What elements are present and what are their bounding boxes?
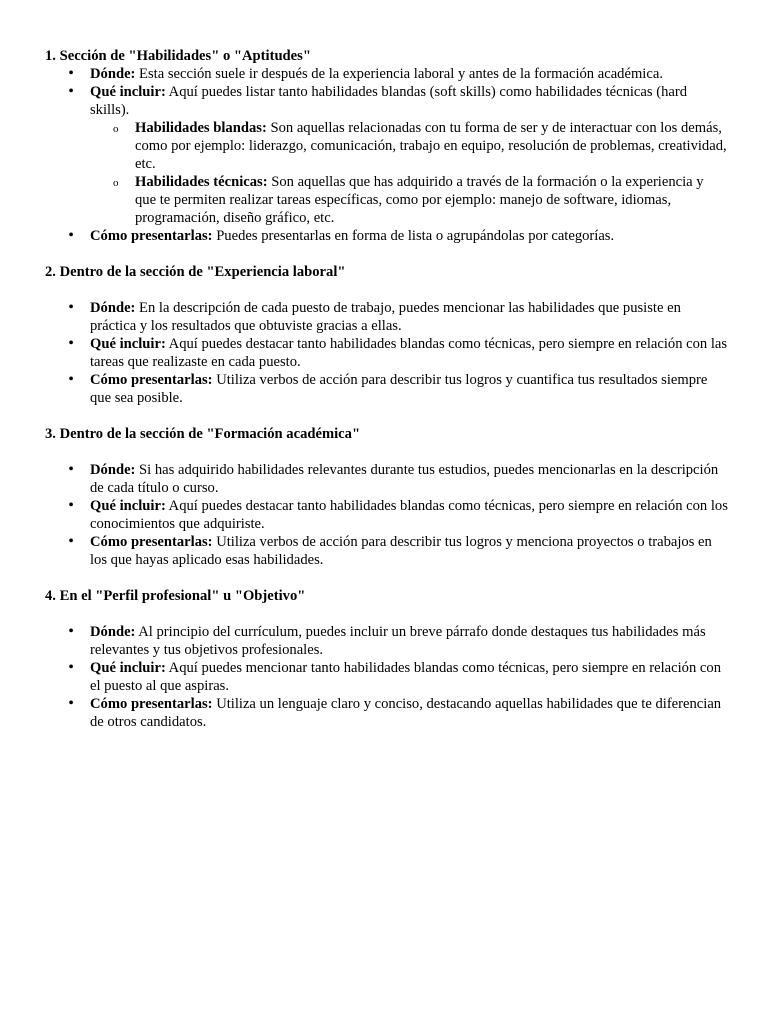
bullet-list bbox=[45, 299, 728, 407]
bullet-icon: • bbox=[68, 227, 74, 244]
item-text: Aquí puedes mencionar tanto habilidades blandas como técnicas, pero siempre en relación con el puesto al que aspiras. bbox=[90, 660, 721, 694]
list-item bbox=[68, 299, 728, 335]
bullet-icon: • bbox=[68, 65, 74, 82]
item-text: Puedes presentarlas en forma de lista o agrupándolas por categorías. bbox=[212, 228, 615, 244]
item-term: Cómo presentarlas: bbox=[90, 696, 213, 712]
bullet-icon: • bbox=[68, 335, 74, 352]
sub-list-item bbox=[113, 173, 728, 227]
bullet-icon: • bbox=[68, 695, 74, 712]
section-habilidades bbox=[45, 47, 728, 245]
list-item bbox=[68, 695, 728, 731]
item-term: Dónde: bbox=[90, 624, 136, 640]
item-text: Aquí puedes destacar tanto habilidades blandas como técnicas, pero siempre en relación con los conocimientos que adquiriste. bbox=[90, 498, 728, 532]
item-text: Son aquellas que has adquirido a través de la formación o la experiencia y que te permiten realizar tareas específicas, como por ejemplo: manejo de software, idiomas, programación, diseño gráfico, etc. bbox=[135, 174, 704, 226]
list-item bbox=[68, 227, 728, 245]
bullet-icon: • bbox=[68, 497, 74, 514]
item-text: Si has adquirido habilidades relevantes durante tus estudios, puedes mencionarlas en la descripción de cada título o curso. bbox=[90, 462, 719, 496]
section-experiencia-laboral bbox=[45, 263, 728, 407]
item-term: Qué incluir: bbox=[90, 336, 166, 352]
item-term: Cómo presentarlas: bbox=[90, 228, 213, 244]
item-text: Aquí puedes listar tanto habilidades blandas (soft skills) como habilidades técnicas (hard skills). bbox=[90, 84, 688, 118]
item-text: Aquí puedes destacar tanto habilidades blandas como técnicas, pero siempre en relación con las tareas que realizaste en cada puesto. bbox=[90, 336, 728, 370]
bullet-list bbox=[45, 461, 728, 569]
list-item bbox=[68, 65, 728, 83]
list-item bbox=[68, 371, 728, 407]
item-text: Esta sección suele ir después de la experiencia laboral y antes de la formación académica. bbox=[135, 66, 663, 82]
bullet-icon: • bbox=[68, 299, 74, 316]
list-item bbox=[68, 461, 728, 497]
item-term: Cómo presentarlas: bbox=[90, 372, 213, 388]
item-term: Cómo presentarlas: bbox=[90, 534, 213, 550]
bullet-list bbox=[45, 65, 728, 245]
item-text: Utiliza verbos de acción para describir tus logros y menciona proyectos o trabajos en los que hayas aplicado esas habilidades. bbox=[90, 534, 712, 568]
list-item bbox=[68, 83, 728, 227]
sub-list-item bbox=[113, 119, 728, 173]
item-term: Habilidades técnicas: bbox=[135, 174, 268, 190]
item-term: Qué incluir: bbox=[90, 660, 166, 676]
circle-bullet-icon: o bbox=[113, 177, 119, 189]
list-item bbox=[68, 533, 728, 569]
bullet-icon: • bbox=[68, 371, 74, 388]
circle-bullet-icon: o bbox=[113, 123, 119, 135]
bullet-icon: • bbox=[68, 623, 74, 640]
section-heading: 1. Sección de "Habilidades" o "Aptitudes" bbox=[45, 48, 311, 64]
item-term: Habilidades blandas: bbox=[135, 120, 267, 136]
bullet-icon: • bbox=[68, 659, 74, 676]
section-heading: 2. Dentro de la sección de "Experiencia laboral" bbox=[45, 264, 346, 280]
bullet-icon: • bbox=[68, 533, 74, 550]
item-text: Utiliza un lenguaje claro y conciso, destacando aquellas habilidades que te diferencian de otros candidatos. bbox=[90, 696, 722, 730]
item-term: Dónde: bbox=[90, 300, 136, 316]
item-text: Son aquellas relacionadas con tu forma de ser y de interactuar con los demás, como por ejemplo: liderazgo, comunicación, trabajo en equipo, resolución de problemas, creatividad, etc. bbox=[135, 120, 727, 172]
item-term: Dónde: bbox=[90, 66, 136, 82]
bullet-icon: • bbox=[68, 461, 74, 478]
item-term: Dónde: bbox=[90, 462, 136, 478]
sub-list bbox=[90, 119, 728, 227]
section-heading: 4. En el "Perfil profesional" u "Objetivo" bbox=[45, 588, 306, 604]
bullet-list bbox=[45, 623, 728, 731]
section-formacion-academica bbox=[45, 425, 728, 569]
list-item bbox=[68, 659, 728, 695]
list-item bbox=[68, 335, 728, 371]
item-term: Qué incluir: bbox=[90, 498, 166, 514]
item-term: Qué incluir: bbox=[90, 84, 166, 100]
item-text: Al principio del currículum, puedes incluir un breve párrafo donde destaques tus habilidades más relevantes y tus objetivos profesionales. bbox=[90, 624, 706, 658]
list-item bbox=[68, 623, 728, 659]
item-text: En la descripción de cada puesto de trabajo, puedes mencionar las habilidades que pusiste en práctica y los resultados que obtuviste gracias a ellas. bbox=[90, 300, 681, 334]
item-text: Utiliza verbos de acción para describir tus logros y cuantifica tus resultados siempre que sea posible. bbox=[90, 372, 708, 406]
list-item bbox=[68, 497, 728, 533]
section-heading: 3. Dentro de la sección de "Formación académica" bbox=[45, 426, 361, 442]
section-perfil-profesional bbox=[45, 587, 728, 731]
bullet-icon: • bbox=[68, 83, 74, 100]
